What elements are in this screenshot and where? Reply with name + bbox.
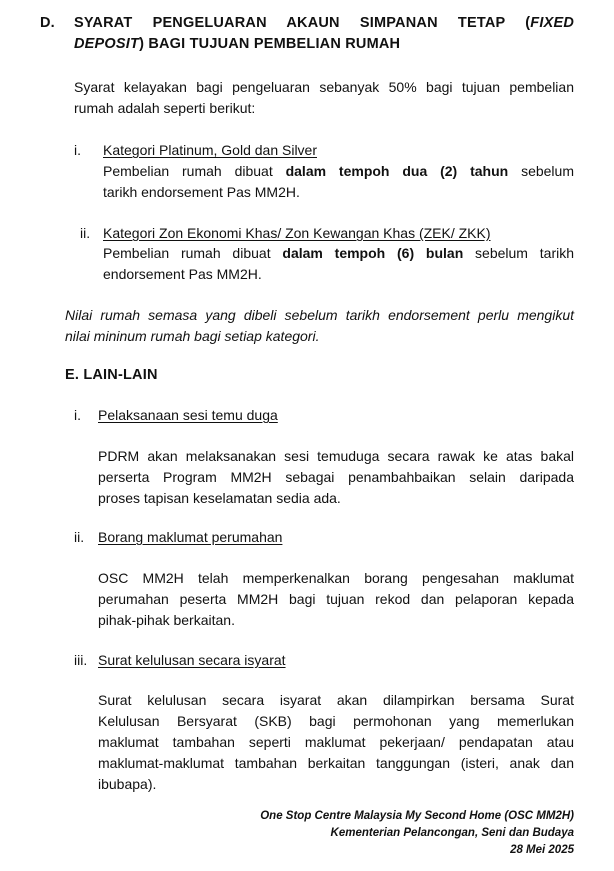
section-d-item-number: i. [74, 142, 81, 158]
section-e-item-number: iii. [74, 652, 88, 668]
section-e-item-text-line: pihak-pihak berkaitan. [98, 612, 235, 628]
section-d-item-text-line2: endorsement Pas MM2H. [103, 266, 262, 282]
section-e-item-text-line: OSC MM2H telah memperkenalkan borang pengesahan maklumat [98, 570, 574, 586]
footer-organization: One Stop Centre Malaysia My Second Home (OSC MM2H) [260, 810, 574, 822]
section-e-item-text-line: proses tapisan keselamatan sedia ada. [98, 490, 341, 506]
section-e-item-text-line: perserta Program MM2H sebagai penambahbaikan selain daripada [98, 469, 574, 485]
section-e-item-text-line: PDRM akan melaksanakan sesi temuduga secara rawak ke atas bakal [98, 448, 574, 464]
section-d-item-heading: Kategori Zon Ekonomi Khas/ Zon Kewangan Khas (ZEK/ ZKK) [103, 225, 491, 241]
section-e-item-text-line: Kelulusan Bersyarat (SKB) bagi permohonan yang memerlukan [98, 713, 574, 729]
section-e-item-text-line: Surat kelulusan secara isyarat akan dilampirkan bersama Surat [98, 692, 574, 708]
section-d-intro-line2: rumah adalah seperti berikut: [74, 100, 256, 116]
section-d-note-line1: Nilai rumah semasa yang dibeli sebelum tarikh endorsement perlu mengikut [65, 307, 574, 323]
footer-ministry: Kementerian Pelancongan, Seni dan Budaya [330, 827, 574, 839]
section-e-item-heading: Pelaksanaan sesi temu duga [98, 407, 278, 423]
section-d-item-text-line1: Pembelian rumah dibuat dalam tempoh (6) bulan sebelum tarikh [103, 245, 575, 261]
section-e-item-text-line: maklumat tambahan seperti maklumat pekerjaan/ pendapatan atau [98, 734, 574, 750]
section-e-item-text-line: ibubapa). [98, 776, 157, 792]
section-e-item-text-line: perumahan peserta MM2H bagi tujuan rekod dan pelaporan kepada [98, 591, 574, 607]
section-d-intro-line1: Syarat kelayakan bagi pengeluaran sebanyak 50% bagi tujuan pembelian [74, 79, 574, 95]
section-d-letter: D. [40, 15, 55, 31]
section-d-item-heading: Kategori Platinum, Gold dan Silver [103, 142, 317, 158]
section-e-title: E. LAIN-LAIN [65, 367, 158, 383]
section-d-title-line1: SYARAT PENGELUARAN AKAUN SIMPANAN TETAP (FIXED [74, 15, 574, 31]
section-e-item-heading: Borang maklumat perumahan [98, 529, 283, 545]
section-e-item-text-line: maklumat-maklumat tambahan berkaitan tanggungan (isteri, anak dan [98, 755, 574, 771]
section-d-item-number: ii. [80, 225, 91, 241]
section-e-item-number: ii. [74, 529, 85, 545]
section-e-item-number: i. [74, 407, 81, 423]
section-d-item-text-line2: tarikh endorsement Pas MM2H. [103, 184, 300, 200]
footer-date: 28 Mei 2025 [510, 844, 574, 856]
section-d-title-line2: DEPOSIT) BAGI TUJUAN PEMBELIAN RUMAH [74, 36, 401, 52]
section-e-item-heading: Surat kelulusan secara isyarat [98, 652, 286, 668]
section-d-item-text-line1: Pembelian rumah dibuat dalam tempoh dua (2) tahun sebelum [103, 163, 574, 179]
section-d-note-line2: nilai mininum rumah bagi setiap kategori. [65, 328, 320, 344]
